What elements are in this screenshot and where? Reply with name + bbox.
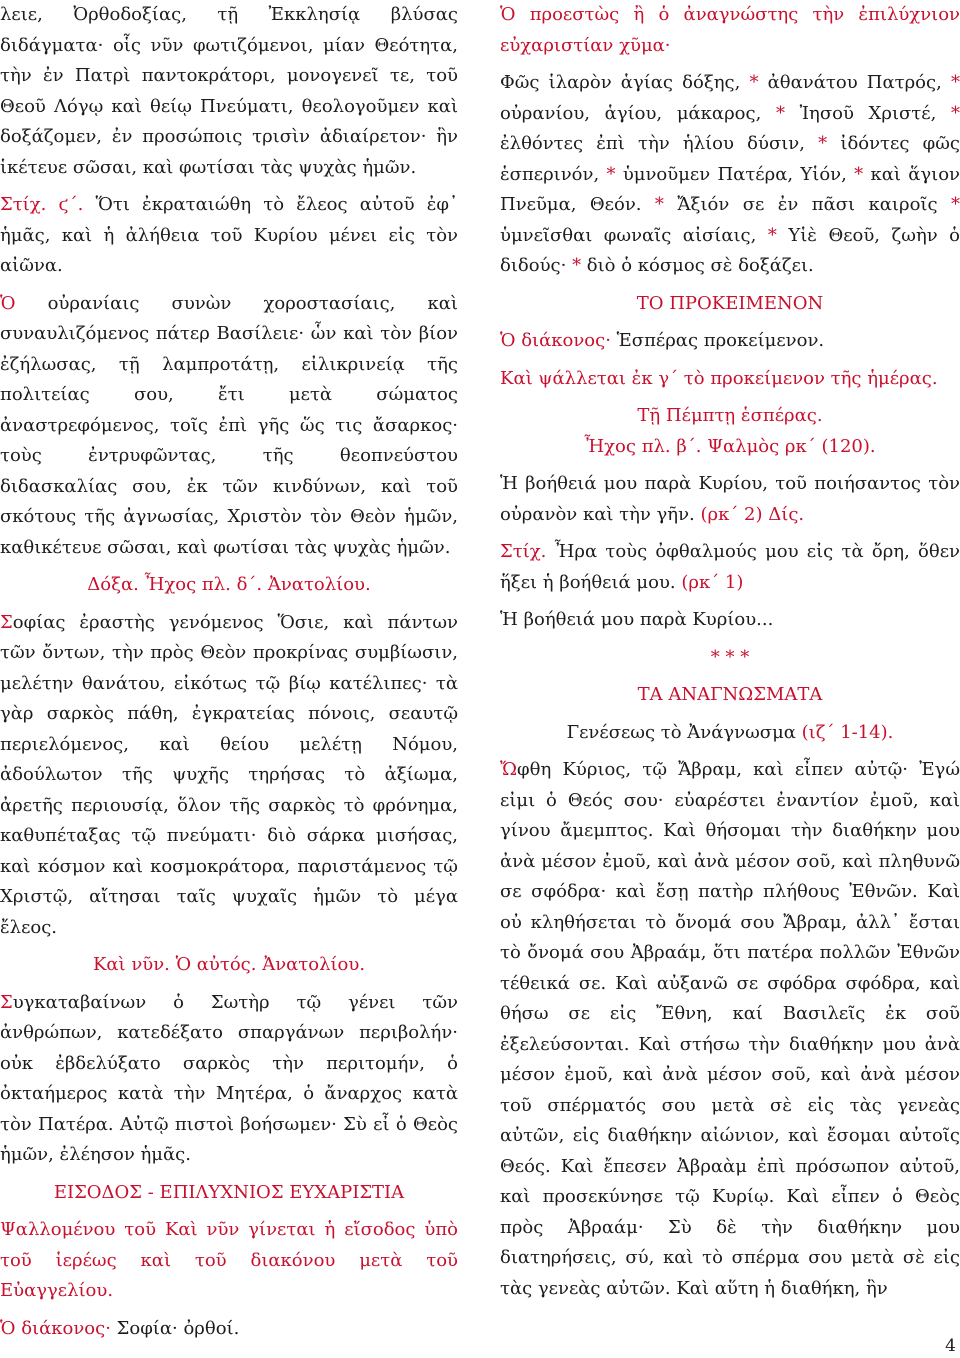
deacon-text: Ἑσπέρας προκείμενον. (610, 330, 825, 351)
hymn-continuation: λειε, Ὀρθοδοξίας, τῇ Ἐκκλησίᾳ βλύσας διδάγματα· οἷς νῦν φωτιζόμενοι, μίαν Θεότητα, τὴν ἐν Πατρὶ παντοκράτορι, μονογενεῖ τε, τοῦ Θεοῦ Λόγῳ καὶ θείῳ Πνεύματι, θεολογοῦμεν καὶ δοξάζομεν, ἐν προσώποις τρισὶν ἀδιαίρετον· ἣν ἱκέτευε σῶσαι, καὶ φωτίσαι τὰς ψυχὰς ἡμῶν. (0, 4, 458, 178)
entrance-rubric: Ψαλλομένου τοῦ Καὶ νῦν γίνεται ἡ εἴσοδος ὑπὸ τοῦ ἱερέως καὶ τοῦ διακόνου μετὰ τοῦ Εὐαγγελίου. (0, 1219, 458, 1301)
verse-star: * (775, 102, 785, 124)
stichos-text: Ἦρα τοὺς ὀφθαλμούς μου εἰς τὰ ὄρη, ὅθεν ἥξει ἡ βοήθειά μου. (500, 541, 960, 593)
deacon-text: Σοφία· ὀρθοί. (110, 1317, 240, 1339)
deacon-label: Ὁ διάκονος· (0, 1317, 111, 1339)
left-column (0, 0, 458, 1351)
reading-reference: (ιζ΄ 1-14). (801, 721, 894, 743)
section-heading-prokeimenon: ΤΟ ΠΡΟΚΕΙΜΕΝΟΝ (636, 292, 824, 314)
psalletai-rubric: Καὶ ψάλλεται ἐκ γ΄ τὸ προκείμενον τῆς ἡμέρας. (500, 367, 938, 389)
hymn-text: υγκαταβαίνων ὁ Σωτὴρ τῷ γένει τῶν ἀνθρώπων, κατεδέξατο σπαργάνων περιβολήν· οὐκ ἐβδελύξατο σαρκὸς τὴν περιτομήν, ὁ ὀκταήμερος κατὰ τὴν Μητέρα, ὁ ἄναρχος κατὰ τὸν Πατέρα. Αὐτῷ πιστοὶ βοήσωμεν· Σὺ εἶ ὁ Θεὸς ἡμῶν, ἐλέησον ἡμᾶς. (0, 991, 458, 1165)
prokeimenon-verse: Ἡ βοήθειά μου παρὰ Κυρίου, τοῦ ποιήσαντος τὸν οὐρανὸν καὶ τὴν γῆν. (500, 473, 960, 525)
hymn-3 (0, 289, 458, 564)
verse-star: * (950, 102, 960, 124)
verse-star: * (950, 194, 960, 215)
day-rubric: Τῇ Πέμπτῃ ἑσπέρας. (637, 405, 823, 426)
reading-body: φθη Κύριος, τῷ Ἄβραμ, καὶ εἶπεν αὐτῷ· Ἐγώ εἰμι ὁ Θεός σου· εὐαρέστει ἐναντίον ἐμοῦ, καὶ γίνου ἄμεμπτος. Καὶ θήσομαι τὴν διαθήκην μου ἀνὰ μέσον ἐμοῦ, καὶ ἀνὰ μέσον σοῦ, καὶ πληθυνῶ σε σφόδρα· καὶ ἔσῃ πατὴρ πλήθους Ἐθνῶν. Καὶ οὐ κληθήσεται τὸ ὄνομά σου Ἄβραμ, ἀλλ᾽ ἔσται τὸ ὄνομά σου Ἀβραάμ, ὅτι πατέρα πολλῶν Ἐθνῶν τέθεικά σε. Καὶ αὐξανῶ σε σφόδρα σφόδρα, καὶ θήσω σε εἰς Ἔθνη, καί Βασιλεῖς ἐκ σοῦ ἐξελεύσονται. Καὶ στήσω τὴν διαθήκην μου ἀνὰ μέσον ἐμοῦ, καὶ ἀνὰ μέσον σοῦ, καὶ ἀνὰ μέσον τοῦ σπέρματός σου μετὰ σὲ εἰς τὰς γενεὰς αὐτῶν, εἰς διαθήκην αἰώνιον, καὶ ἔσομαι αὐτοῖς Θεός. Καὶ ἔπεσεν Ἀβραὰμ ἐπὶ πρόσωπον αὐτοῦ, καὶ προσεκύνησε τῷ Κυρίῳ. Καὶ εἶπεν ὁ Θεὸς πρὸς Ἀβραάμ· Σὺ δὲ τὴν διαθήκην μου διατηρήσεις, σύ, καὶ τὸ σπέρμα σου μετὰ σὲ εἰς τὰς γενεὰς αὐτῶν. Καὶ αὕτη ἡ διαθήκη, ἣν (500, 759, 960, 1299)
tone-rubric: Ἦχος πλ. β΄. Ψαλμὸς ρκ΄ (120). (584, 435, 876, 457)
verse-star: * (854, 163, 864, 185)
page-number: 4 (945, 1336, 956, 1356)
psalm-reference: (ρκ΄ 1) (681, 571, 744, 593)
theotokion (0, 988, 458, 1171)
kai-nyn-rubric: Καὶ νῦν. Ὁ αὐτός. Ἀνατολίου. (92, 954, 366, 975)
verse-label: Στίχ. (500, 541, 547, 562)
phos-line: ἐλθόντες ἐπὶ τὴν ἡλίου δύσιν, (500, 133, 805, 154)
psalm-reference: (ρκ΄ 2) Δίς. (700, 503, 805, 525)
doxa-rubric: Δόξα. Ἦχος πλ. δ΄. Ἀνατολίου. (87, 574, 371, 595)
verse-star: * (950, 72, 960, 93)
phos-line: ἰδόντες φῶς ἑσπερινόν, (500, 133, 960, 185)
verse-star: * (572, 255, 582, 276)
verse-label: Στίχ. ϛ΄. (0, 194, 84, 215)
phos-line: ἀθανάτου Πατρός, (758, 72, 942, 93)
reading-title (500, 718, 960, 749)
section-heading-anagnosmata: ΤΑ ΑΝΑΓΝΩΣΜΑΤΑ (637, 684, 823, 705)
phos-line: οὐρανίου, ἁγίου, μάκαρος, (500, 102, 762, 124)
initial-letter: Σ (0, 991, 13, 1013)
deacon-label: Ὁ διάκονος· (500, 330, 611, 351)
prokeimenon-repeat: Ἡ βοήθειά μου παρὰ Κυρίου... (500, 609, 774, 630)
deacon-line (0, 1314, 458, 1345)
section-divider: * * * (710, 646, 750, 668)
verse-6 (0, 190, 458, 282)
verse-star: * (818, 133, 828, 154)
phos-line: Ἰησοῦ Χριστέ, (784, 102, 937, 124)
right-column (500, 0, 960, 1311)
prokeimenon-text (500, 469, 960, 530)
initial-letter: Ὤ (500, 759, 518, 780)
phos-line: ὑμνοῦμεν Πατέρα, Υἱόν, (615, 163, 847, 185)
verse-star: * (767, 224, 777, 246)
doxastikon (0, 608, 458, 944)
initial-letter: Ὁ (0, 292, 16, 314)
verse-star: * (749, 72, 759, 93)
hymn-text: οὐρανίαις συνὼν χοροστασίαις, καὶ συναυλιζόμενος πάτερ Βασίλειε· ὧν καὶ τὸν βίον ἐζήλωσας, τῇ λαμπροτάτῃ, εἰλικρινείᾳ τῆς πολιτείας σου, ἔτι μετὰ σώματος ἀναστρεφόμενος, τοῖς ἐπὶ γῆς ὥς τις ἄσαρκος· τοὺς ἐντρυφῶντας, τῆς θεοπνεύστου διδασκαλίας σου, ἐκ τῶν κινδύνων, καὶ τοῦ σκότους τῆς ἀγνωσίας, Χριστὸν τὸν Θεὸν ἡμῶν, καθικέτευε σῶσαι, καὶ φωτίσαι τὰς ψυχὰς ἡμῶν. (0, 292, 458, 558)
reading-book: Γενέσεως τὸ Ἀνάγνωσμα (566, 721, 802, 743)
deacon-prokeimenon-line (500, 326, 960, 357)
phos-line: καὶ ἅγιον Πνεῦμα, Θεόν. (500, 163, 960, 215)
section-heading-eisodos: ΕΙΣΟΔΟΣ - ΕΠΙΛΥΧΝΙΟΣ ΕΥΧΑΡΙΣΤΙΑ (53, 1181, 405, 1203)
phos-hilaron (500, 68, 960, 282)
verse-star: * (654, 194, 664, 215)
verse-text: Ὅτι ἐκραταιώθη τὸ ἔλεος αὐτοῦ ἐφ᾽ ἡμᾶς, καὶ ἡ ἀλήθεια τοῦ Κυρίου μένει εἰς τὸν αἰῶνα. (0, 194, 458, 276)
phos-line: Φῶς ἱλαρὸν ἁγίας δόξης, (500, 72, 741, 93)
phos-line: διὸ ὁ κόσμος σὲ δοξάζει. (581, 255, 814, 276)
phos-line: Ἄξιόν σε ἐν πᾶσι καιροῖς (663, 194, 938, 215)
verse-star: * (606, 163, 616, 185)
stichos (500, 537, 960, 598)
proestos-rubric: Ὁ προεστὼς ἢ ὁ ἀναγνώστης τὴν ἐπιλύχνιον εὐχαριστίαν χῦμα· (500, 4, 960, 56)
phos-line: Υἱὲ Θεοῦ, ζωὴν ὁ διδούς· (500, 224, 960, 276)
hymn-text: οφίας ἐραστὴς γενόμενος Ὅσιε, καὶ πάντων τῶν ὄντων, τὴν πρὸς Θεὸν προκρίνας συμβίωσιν, μελέτην θανάτου, εἰκότως τῷ βίῳ κατέλιπες· τὰ γὰρ σαρκὸς πάθη, ἐγκρατείας πόνοις, σεαυτῷ περιελόμενος, καὶ θείου μελέτῃ Νόμου, ἀδούλωτον τῆς ψυχῆς τηρήσας τὸ ἀξίωμα, ἀρετῆς περιουσίᾳ, ὅλον τῆς σαρκὸς τὸ φρόνημα, καθυπέταξας τῷ πνεύματι· διὸ σάρκα μισήσας, καὶ κόσμον καὶ κοσμοκράτορα, παριστάμενος τῷ Χριστῷ, αἴτησαι ταῖς ψυχαῖς ἡμῶν τὸ μέγα ἔλεος. (0, 611, 458, 938)
initial-letter: Σ (0, 611, 13, 633)
phos-line: ὑμνεῖσθαι φωναῖς αἰσίαις, (500, 224, 757, 246)
reading-text (500, 755, 960, 1304)
